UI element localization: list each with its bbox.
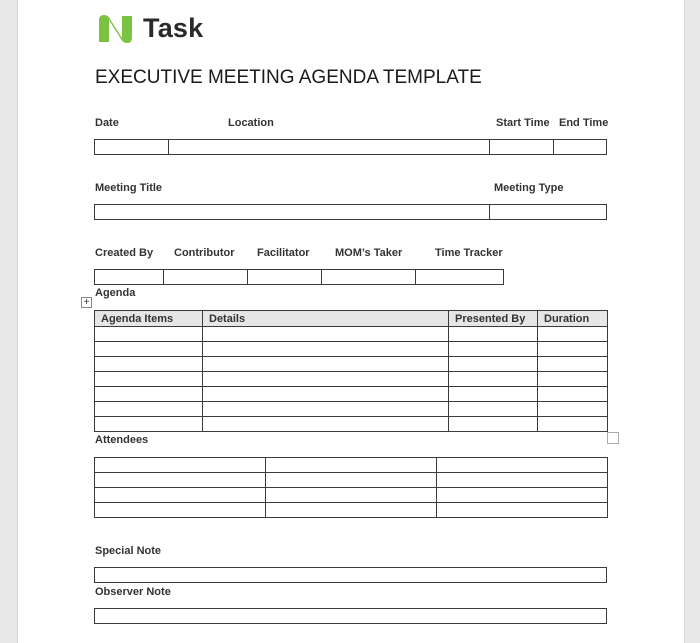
table-row xyxy=(95,503,608,518)
attendees-cell[interactable] xyxy=(437,458,608,473)
brand-name: Task xyxy=(143,13,204,43)
agenda-cell[interactable] xyxy=(95,372,203,387)
agenda-col-header: Agenda Items xyxy=(95,311,203,327)
agenda-cell[interactable] xyxy=(449,327,538,342)
contributor-field[interactable] xyxy=(164,270,248,284)
time-tracker-field[interactable] xyxy=(416,270,503,284)
moms-taker-field[interactable] xyxy=(322,270,416,284)
time-tracker-label: Time Tracker xyxy=(435,247,503,259)
agenda-cell[interactable] xyxy=(449,342,538,357)
observer-note-field[interactable] xyxy=(94,608,607,624)
location-field[interactable] xyxy=(169,140,490,154)
agenda-cell[interactable] xyxy=(95,417,203,432)
attendees-cell[interactable] xyxy=(437,503,608,518)
facilitator-label: Facilitator xyxy=(257,247,310,259)
agenda-cell[interactable] xyxy=(538,342,608,357)
agenda-col-header: Duration xyxy=(538,311,608,327)
meeting-title-label: Meeting Title xyxy=(95,182,163,194)
agenda-cell[interactable] xyxy=(449,372,538,387)
attendees-cell[interactable] xyxy=(95,488,266,503)
agenda-cell[interactable] xyxy=(95,342,203,357)
agenda-cell[interactable] xyxy=(538,402,608,417)
agenda-cell[interactable] xyxy=(95,387,203,402)
date-location-time-row xyxy=(94,139,607,155)
contributor-label: Contributor xyxy=(174,247,235,259)
start-time-field[interactable] xyxy=(490,140,554,154)
agenda-cell[interactable] xyxy=(538,327,608,342)
attendees-table xyxy=(94,457,608,518)
end-time-label: End Time xyxy=(559,117,609,129)
table-row xyxy=(95,357,608,372)
table-row xyxy=(95,372,608,387)
meeting-type-label: Meeting Type xyxy=(494,182,564,194)
meeting-type-field[interactable] xyxy=(490,205,606,219)
ntask-logo-icon xyxy=(96,12,136,46)
agenda-col-header: Presented By xyxy=(449,311,538,327)
agenda-table xyxy=(94,310,608,432)
agenda-cell[interactable] xyxy=(538,357,608,372)
document-title: EXECUTIVE MEETING AGENDA TEMPLATE xyxy=(95,67,482,88)
attendees-cell[interactable] xyxy=(266,473,437,488)
agenda-cell[interactable] xyxy=(449,357,538,372)
agenda-cell[interactable] xyxy=(203,387,449,402)
end-time-field[interactable] xyxy=(554,140,606,154)
agenda-label: Agenda xyxy=(95,287,136,299)
date-field[interactable] xyxy=(95,140,169,154)
agenda-cell[interactable] xyxy=(538,387,608,402)
agenda-cell[interactable] xyxy=(449,387,538,402)
agenda-col-header: Details xyxy=(203,311,449,327)
attendees-label: Attendees xyxy=(95,434,149,446)
agenda-cell[interactable] xyxy=(538,417,608,432)
agenda-cell[interactable] xyxy=(95,357,203,372)
created-by-label: Created By xyxy=(95,247,154,259)
special-note-field[interactable] xyxy=(94,567,607,583)
attendees-cell[interactable] xyxy=(95,458,266,473)
agenda-cell[interactable] xyxy=(203,327,449,342)
start-time-label: Start Time xyxy=(496,117,550,129)
agenda-cell[interactable] xyxy=(203,357,449,372)
agenda-cell[interactable] xyxy=(203,402,449,417)
agenda-cell[interactable] xyxy=(449,417,538,432)
attendees-cell[interactable] xyxy=(266,458,437,473)
agenda-cell[interactable] xyxy=(538,372,608,387)
agenda-cell[interactable] xyxy=(203,417,449,432)
table-row xyxy=(95,327,608,342)
table-row xyxy=(95,387,608,402)
observer-note-label: Observer Note xyxy=(95,586,171,598)
meeting-title-field[interactable] xyxy=(95,205,490,219)
move-icon[interactable]: + xyxy=(81,297,92,308)
attendees-cell[interactable] xyxy=(95,473,266,488)
agenda-cell[interactable] xyxy=(95,402,203,417)
meeting-title-type-row xyxy=(94,204,607,220)
agenda-cell[interactable] xyxy=(449,402,538,417)
moms-taker-label: MOM’s Taker xyxy=(335,247,403,259)
agenda-cell[interactable] xyxy=(203,372,449,387)
attendees-cell[interactable] xyxy=(266,488,437,503)
agenda-cell[interactable] xyxy=(95,327,203,342)
roles-row xyxy=(94,269,504,285)
agenda-cell[interactable] xyxy=(203,342,449,357)
resize-handle-icon[interactable] xyxy=(607,432,619,444)
table-row xyxy=(95,488,608,503)
attendees-cell[interactable] xyxy=(437,473,608,488)
facilitator-field[interactable] xyxy=(248,270,322,284)
agenda-header-row xyxy=(95,311,608,327)
date-label: Date xyxy=(95,117,119,129)
created-by-field[interactable] xyxy=(95,270,164,284)
special-note-label: Special Note xyxy=(95,545,162,557)
attendees-cell[interactable] xyxy=(437,488,608,503)
table-row xyxy=(95,342,608,357)
table-row xyxy=(95,473,608,488)
location-label: Location xyxy=(228,117,274,129)
table-row xyxy=(95,402,608,417)
attendees-cell[interactable] xyxy=(95,503,266,518)
table-row xyxy=(95,458,608,473)
attendees-cell[interactable] xyxy=(266,503,437,518)
table-row xyxy=(95,417,608,432)
